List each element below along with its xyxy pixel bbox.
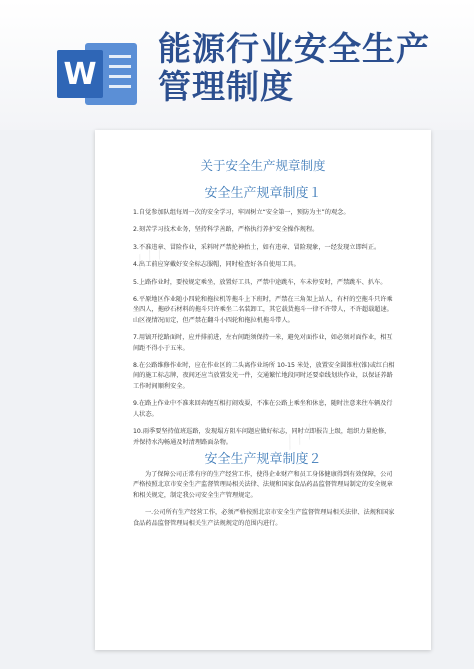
word-icon-line [109, 75, 131, 78]
section-2-body [133, 470, 395, 536]
word-icon-line [109, 55, 131, 58]
word-icon [57, 43, 137, 105]
hero-title: 能源行业安全生产管理制度 [158, 29, 430, 106]
list-item: 3.不准违章、冒险作业，采料时严禁抡神抬土，如有违章、冒险现象，一经发现立即纠正。 [133, 243, 381, 251]
document-header: 关于安全生产规章制度 [200, 158, 326, 173]
word-icon-letter: W [57, 50, 103, 98]
list-item: 6.平原地区作业随小四轮和拖拉机等拖斗上下班时，严禁在三角架上站人，有杆的空拖斗只许乘坐四人，拖砂石材料的拖斗只许乘坐二名装卸工，其它载货拖斗一律不许带人，不许超载超速。山区视情况而定，但严禁在翻斗小四轮和拖拉机拖斗带人。 [133, 296, 393, 324]
list-item: 4.出工前应穿戴好安全标志服帽，同时检查好各自使用工具。 [133, 261, 300, 269]
list-item: 2.刻苦学习技术业务，坚持科学善路，严格执行养护安全操作规程。 [133, 226, 319, 234]
document-page [95, 130, 431, 650]
list-item: 1.自觉参加队组每周一次的安全学习，牢固树立“安全第一，预防为主”的观念。 [133, 209, 350, 216]
section-1-title: 安全生产规章制度１ [204, 186, 322, 201]
list-item: 8.在公路维修作业时，应在作业区的二头离作业场所 10-15 米处，放置安全圆锥柱(锥)或红白相间的施工标志牌，夜间还应当放置发光一件，交通繁忙地段同时还要牵线划块作业，以保证养路工作时间顺利安全。 [133, 362, 395, 390]
word-icon-line [109, 65, 131, 68]
list-item: 10.雨季要坚持值班巡路，发现塌方阻车问题应做好标志，同时立即报告上级，组织力量抢修，并保持水沟畅通及时清理路面杂物。 [133, 428, 391, 446]
watermark-mark: ╱ ╱ ╱ [133, 243, 166, 271]
paragraph: 为了保障公司正常有序的生产经营工作，使得企业财产和员工身体健康得到有效保障，公司严格按照北京市安全生产监督管理局相关法律、法规和国家食品药品监督管理局制定的安全规章和相关规定，制定我公司安全生产管理规定。 [133, 471, 393, 499]
section-2-title: 安全生产规章制度２ [204, 452, 322, 467]
list-item: 7.用镐开挖路面时，应并排前进，左右间距须保持一米，避免对面作业，如必须对面作业，相互间距不得小于五米。 [133, 334, 393, 352]
word-icon-line [109, 85, 131, 88]
watermark-mark: ╱ ╱ ╱ [283, 423, 316, 451]
section-1-items [133, 208, 395, 455]
list-item: 9.在路上作业中不准来回奔跑互相打闹戏耍，不准在公路上乘坐和休息，随时注意来往车辆及行人状态。 [133, 400, 393, 418]
list-item: 5.上路作业时，要按规定乘坐，放置好工具，严禁中途跳车，车未停安时，严禁跳车、扒车。 [133, 278, 387, 286]
paragraph: 一.公司所有生产经营工作，必须严格按照北京市安全生产监督管理局相关法律、法规和国家食品药品监督管理局相关生产法规规定的范围内进行。 [133, 509, 395, 527]
